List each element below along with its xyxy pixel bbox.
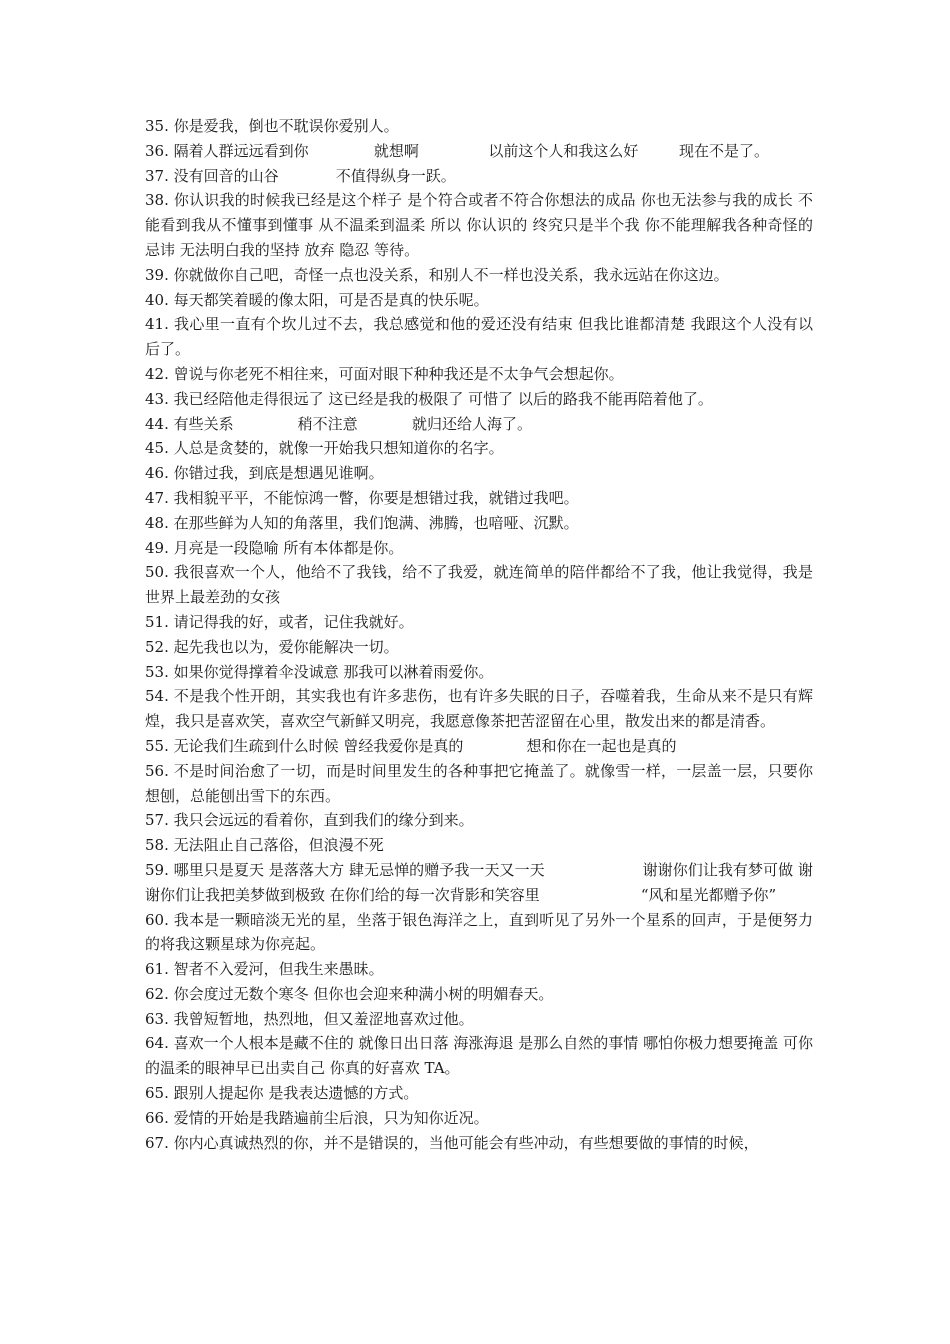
- list-item: 36. 隔着人群远远看到你 就想啊 以前这个人和我这么好 现在不是了。: [145, 141, 770, 160]
- list-item: 59. 哪里只是夏天 是落落大方 肆无忌惮的赠予我一天又一天 谢谢你们让我有梦可做 谢谢你们让我把美梦做到极致 在你们给的每一次背影和笑容里 “风和星光都赠予你”: [145, 860, 813, 904]
- list-item: 57. 我只会远远的看着你，直到我们的缘分到来。: [145, 811, 474, 830]
- list-item: 58. 无法阻止自己落俗，但浪漫不死: [145, 836, 384, 855]
- list-item: 52. 起先我也以为，爱你能解决一切。: [145, 637, 399, 656]
- document-body: [145, 114, 813, 1155]
- list-item: 66. 爱情的开始是我踏遍前尘后浪，只为知你近况。: [145, 1108, 489, 1127]
- list-item: 51. 请记得我的好，或者，记住我就好。: [145, 612, 414, 631]
- list-item: 39. 你就做你自己吧，奇怪一点也没关系，和别人不一样也没关系，我永远站在你这边。: [145, 265, 729, 284]
- list-item: 63. 我曾短暂地，热烈地，但又羞涩地喜欢过他。: [145, 1009, 474, 1028]
- list-item: 46. 你错过我，到底是想遇见谁啊。: [145, 464, 384, 483]
- list-item: 61. 智者不入爱河，但我生来愚昧。: [145, 960, 384, 979]
- list-item: 50. 我很喜欢一个人，他给不了我钱，给不了我爱，就连简单的陪伴都给不了我，他让我觉得，我是世界上最差劲的女孩: [145, 563, 813, 607]
- list-item: 41. 我心里一直有个坎儿过不去，我总感觉和他的爱还没有结束 但我比谁都清楚 我跟这个人没有以后了。: [145, 315, 813, 359]
- list-item: 49. 月亮是一段隐喻 所有本体都是你。: [145, 538, 404, 557]
- list-item: 47. 我相貌平平，不能惊鸿一瞥，你要是想错过我，就错过我吧。: [145, 488, 579, 507]
- list-item: 56. 不是时间治愈了一切，而是时间里发生的各种事把它掩盖了。就像雪一样，一层盖一层，只要你想刨，总能刨出雪下的东西。: [145, 761, 813, 805]
- list-item: 38. 你认识我的时候我已经是这个样子 是个符合或者不符合你想法的成品 你也无法参与我的成长 不能看到我从不懂事到懂事 从不温柔到温柔 所以 你认识的 终究只是半个我 你不能理解我各种奇怪的忌讳 无法明白我的坚持 放弃 隐忍 等待。: [145, 191, 813, 259]
- list-item: 42. 曾说与你老死不相往来，可面对眼下种种我还是不太争气会想起你。: [145, 364, 624, 383]
- list-item: 40. 每天都笑着暖的像太阳，可是否是真的快乐呢。: [145, 290, 489, 309]
- list-item: 64. 喜欢一个人根本是藏不住的 就像日出日落 海涨海退 是那么自然的事情 哪怕你极力想要掩盖 可你的温柔的眼神早已出卖自己 你真的好喜欢 TA。: [145, 1034, 813, 1078]
- list-item: 60. 我本是一颗暗淡无光的星，坐落于银色海洋之上，直到听见了另外一个星系的回声，于是便努力的将我这颗星球为你亮起。: [145, 910, 813, 954]
- list-item: 65. 跟别人提起你 是我表达遗憾的方式。: [145, 1084, 419, 1103]
- list-item: 43. 我已经陪他走得很远了 这已经是我的极限了 可惜了 以后的路我不能再陪着他了。: [145, 389, 713, 408]
- list-item: 67. 你内心真诚热烈的你，并不是错误的，当他可能会有些冲动，有些想要做的事情的时候，: [145, 1133, 759, 1152]
- list-item: 37. 没有回音的山谷 不值得纵身一跃。: [145, 166, 456, 185]
- list-item: 54. 不是我个性开朗，其实我也有许多悲伤，也有许多失眠的日子，吞噬着我，生命从来不是只有辉煌，我只是喜欢笑，喜欢空气新鲜又明亮，我愿意像茶把苦涩留在心里，散发出来的都是清香。: [145, 687, 813, 731]
- list-item: 55. 无论我们生疏到什么时候 曾经我爱你是真的 想和你在一起也是真的: [145, 736, 677, 755]
- list-item: 62. 你会度过无数个寒冬 但你也会迎来种满小树的明媚春天。: [145, 984, 554, 1003]
- list-item: 35. 你是爱我，倒也不耽误你爱别人。: [145, 117, 399, 135]
- list-item: 44. 有些关系 稍不注意 就归还给人海了。: [145, 414, 533, 433]
- list-item: 45. 人总是贪婪的，就像一开始我只想知道你的名字。: [145, 439, 504, 458]
- list-item: 53. 如果你觉得撑着伞没诚意 那我可以淋着雨爱你。: [145, 662, 494, 681]
- list-item: 48. 在那些鲜为人知的角落里，我们饱满、沸腾，也喑哑、沉默。: [145, 513, 579, 532]
